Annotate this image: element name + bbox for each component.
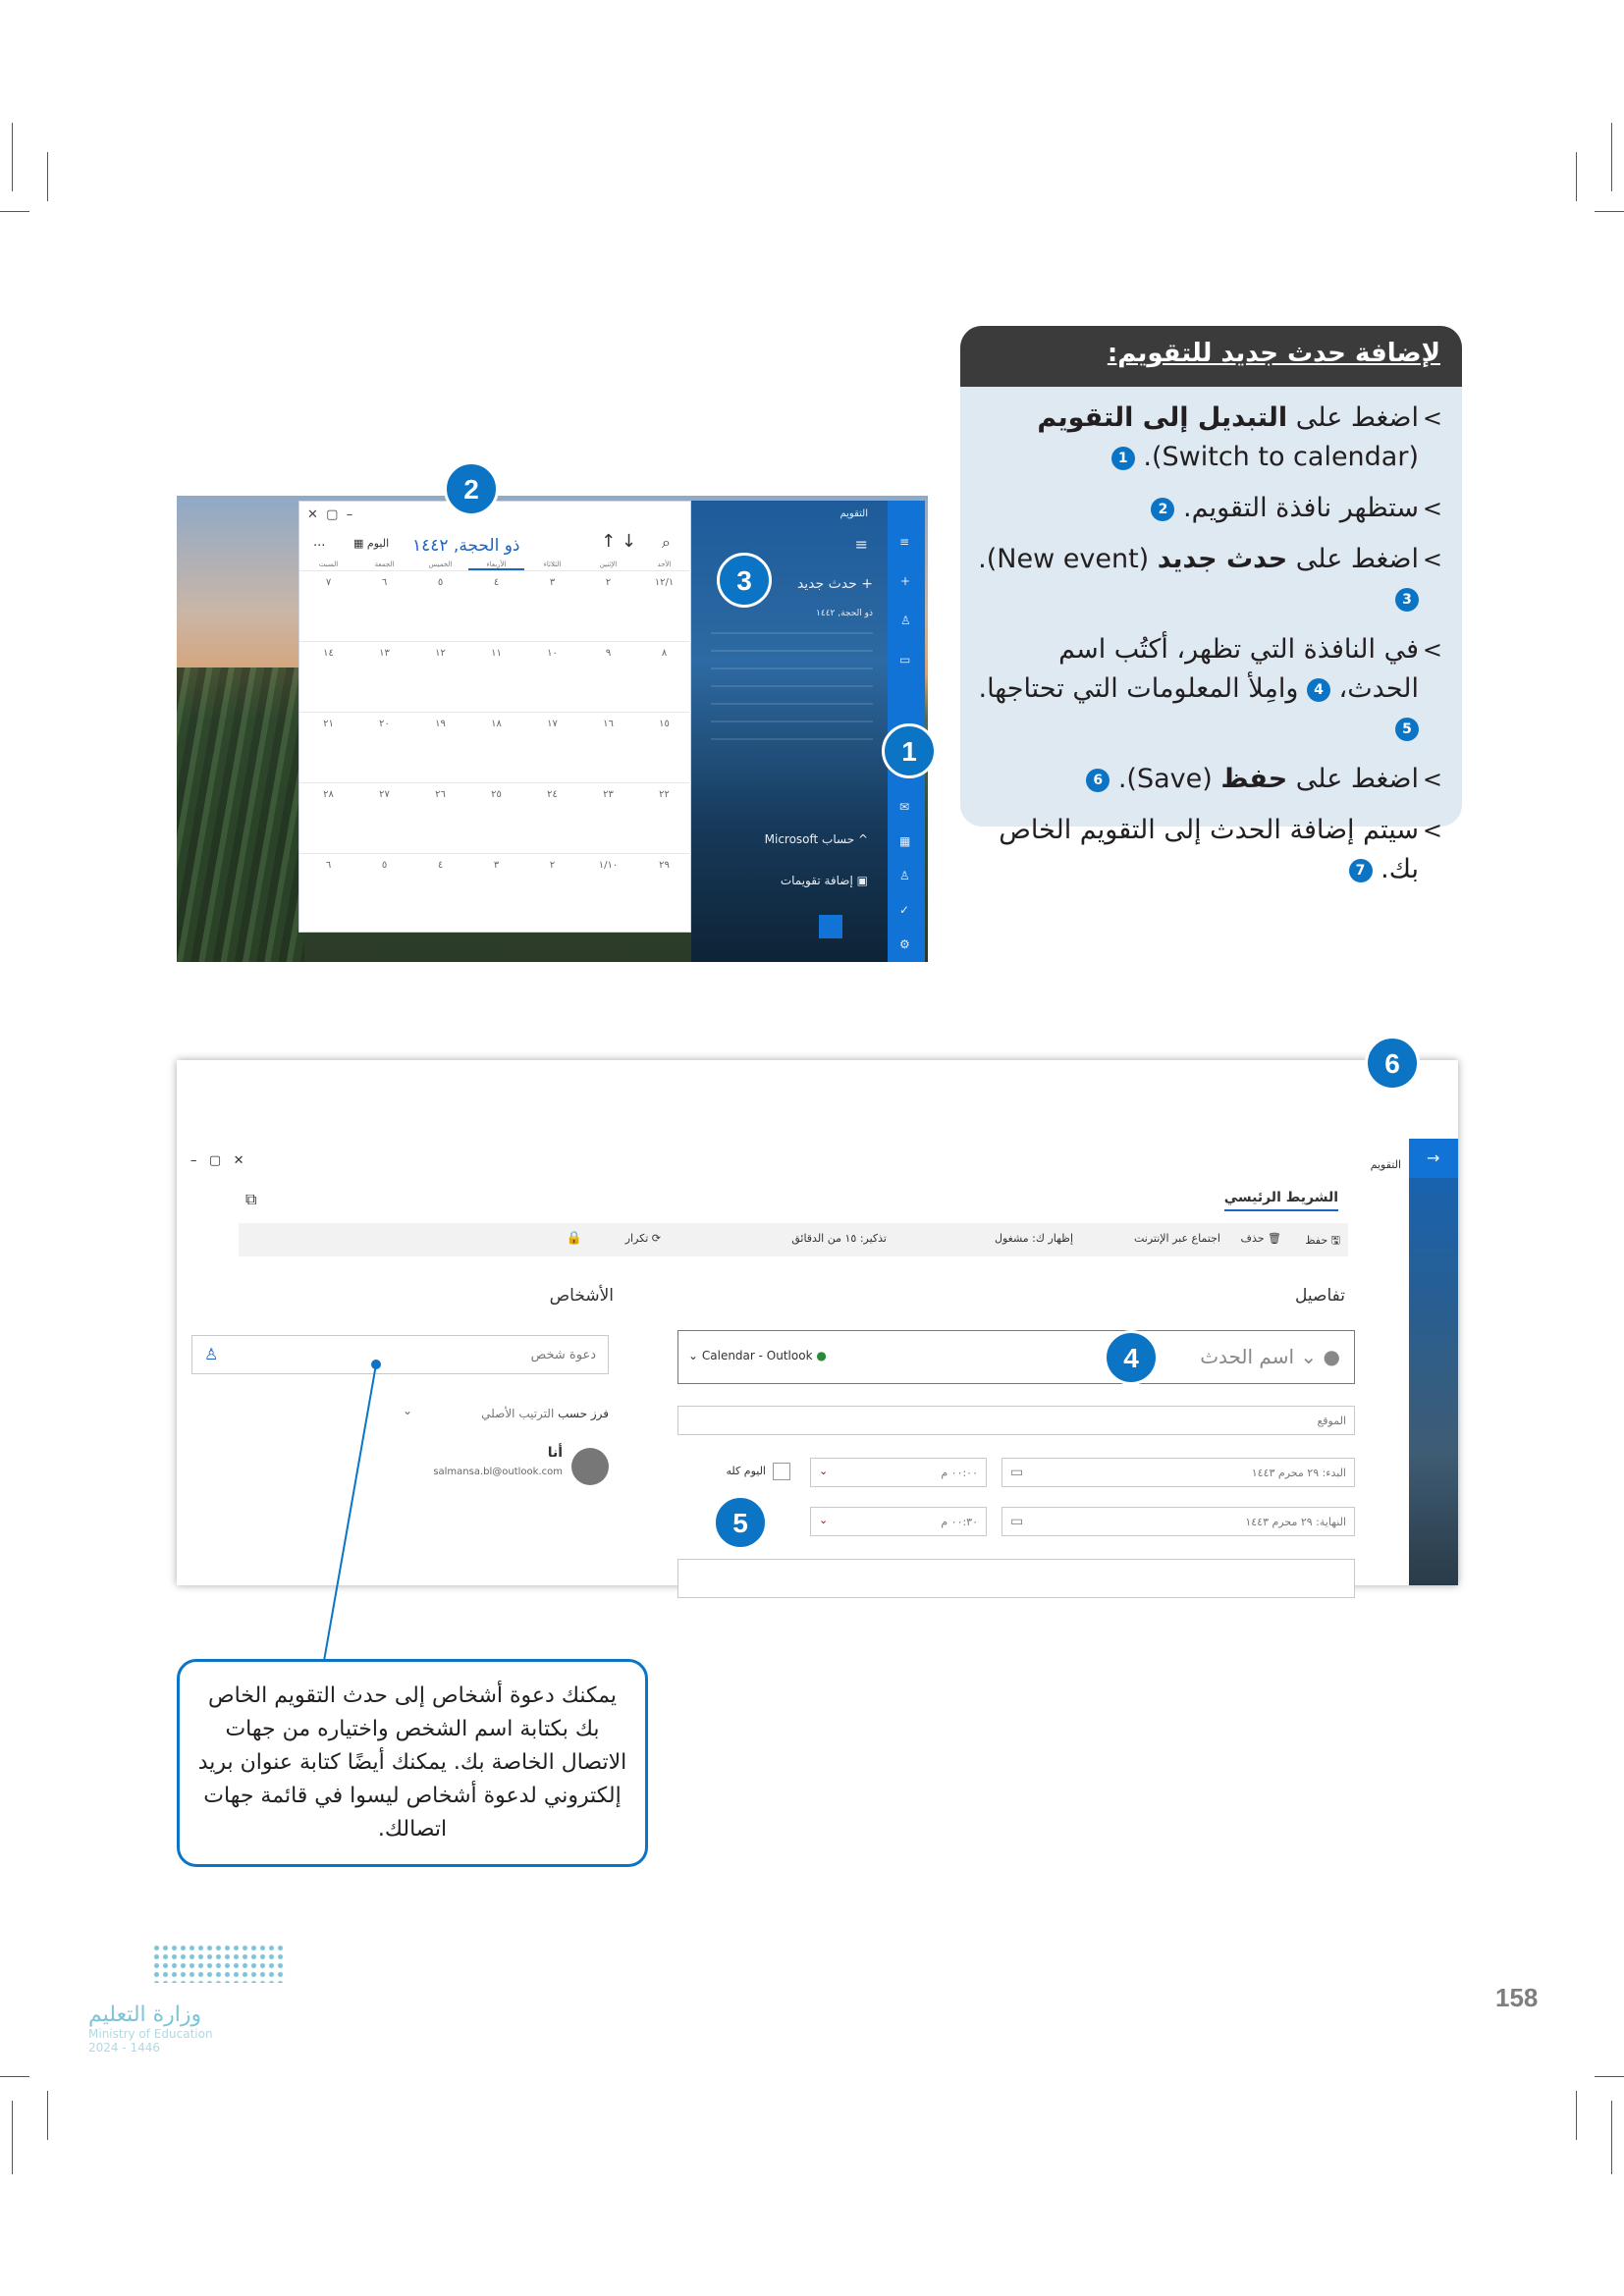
weekday-header: [299, 561, 692, 570]
event-name-input[interactable]: ● ⌄ اسم الحدث: [1200, 1345, 1340, 1368]
day-cell[interactable]: ٢٣: [603, 789, 614, 800]
instructions-panel: [960, 326, 1462, 884]
calendar-icon: ▭: [1010, 1514, 1024, 1529]
add-calendar-icon: ▣: [856, 874, 868, 887]
details-heading: تفاصيل: [1295, 1286, 1345, 1306]
ministry-logo: [88, 2002, 285, 2055]
week-row: [299, 570, 692, 641]
person-name: أنا: [547, 1445, 563, 1461]
reminder-select[interactable]: تذكير: ١٥ من الدقائق: [791, 1232, 887, 1245]
week-row: [299, 641, 692, 712]
save-button[interactable]: 🖫 حفظ: [1305, 1234, 1340, 1247]
app-title: التقويم: [839, 508, 868, 519]
mini-calendar[interactable]: [711, 618, 873, 756]
day-cell[interactable]: ٣: [549, 577, 556, 588]
navigation-arrows-icon[interactable]: ↑ ↓: [601, 531, 636, 552]
weekday-label: الأحد: [657, 561, 672, 568]
settings-icon[interactable]: ⚙: [899, 937, 910, 951]
crop-mark: [47, 152, 48, 201]
crop-mark: [47, 2091, 48, 2140]
calendar-window: [298, 501, 691, 933]
ministry-english: Ministry of Education: [88, 2027, 213, 2041]
step-number: 2: [1151, 498, 1174, 521]
day-cell[interactable]: ٧: [325, 577, 332, 588]
day-cell[interactable]: ٢٧: [379, 789, 390, 800]
callout-badge-4: 4: [1104, 1330, 1159, 1385]
end-date-input[interactable]: النهاية: ٢٩ محرم ١٤٤٣ ▭: [1001, 1507, 1355, 1536]
week-row: [299, 853, 692, 924]
page-number: 158: [1495, 1983, 1539, 2012]
calendar-icon: ▭: [1010, 1465, 1024, 1480]
crop-mark: [0, 211, 29, 212]
day-cell[interactable]: ٥: [381, 860, 388, 871]
weekday-label: الثلاثاء: [543, 561, 562, 568]
mail-icon[interactable]: ✉: [899, 800, 910, 814]
expand-icon[interactable]: ⧉: [245, 1190, 257, 1208]
app-title: التقويم: [1370, 1158, 1401, 1171]
day-cell[interactable]: ٢٩: [659, 860, 670, 871]
crop-mark: [12, 2101, 13, 2174]
chevron-down-icon: ⌄: [819, 1465, 829, 1477]
callout-badge-1: 1: [882, 723, 937, 778]
search-icon[interactable]: ⌕: [662, 533, 671, 552]
event-screenshot: [177, 1060, 1458, 1585]
callout-badge-5: 5: [713, 1495, 768, 1550]
day-cell[interactable]: ٦: [381, 577, 388, 588]
day-cell[interactable]: ١٠: [547, 648, 558, 659]
calendar-screenshot: [177, 496, 928, 962]
online-meeting-button[interactable]: اجتماع عبر الإنترنت: [1133, 1232, 1220, 1245]
add-calendars-item[interactable]: ▣ إضافة تقويمات: [780, 874, 868, 887]
instruction-step: > اضغط على حفظ (Save). 6: [974, 760, 1442, 799]
mini-month-title: ذو الحجة, ١٤٤٢: [816, 609, 873, 618]
instruction-step: > سيتم إضافة الحدث إلى التقويم الخاص بك. 7: [974, 811, 1442, 889]
day-cell[interactable]: ١٥: [659, 719, 670, 729]
calendar-icon: ▦: [353, 537, 364, 550]
menu-icon[interactable]: ≡: [854, 535, 868, 554]
today-button[interactable]: ▦ اليوم: [353, 537, 390, 550]
crop-mark: [1611, 2101, 1612, 2174]
window-controls[interactable]: ✕ ▢ –: [307, 507, 353, 522]
invite-input[interactable]: دعوة شخص ♙: [191, 1335, 609, 1374]
toolbar: [239, 1223, 1348, 1256]
step-number: 3: [1395, 588, 1419, 612]
day-cell[interactable]: ١٣: [379, 648, 390, 659]
weekday-label: الأربعاء: [468, 561, 524, 570]
instructions-heading: لإضافة حدث جديد للتقويم:: [960, 326, 1462, 387]
ministry-arabic: وزارة التعليم: [88, 2002, 202, 2027]
chevron-down-icon: ⌄: [819, 1514, 829, 1526]
instruction-step: > اضغط على التبديل إلى التقويم (Switch to calendar). 1: [974, 399, 1442, 477]
crop-mark: [1576, 152, 1577, 201]
back-arrow-icon: →: [1427, 1148, 1440, 1167]
weekday-label: الجمعة: [374, 561, 395, 568]
crop-mark: [1595, 2076, 1624, 2077]
crop-mark: [1611, 123, 1612, 191]
lock-icon[interactable]: 🔒: [566, 1231, 582, 1246]
event-window-sidebar: [1409, 1139, 1458, 1585]
day-cell[interactable]: ٩: [605, 648, 612, 659]
weekday-label: الخميس: [428, 561, 453, 568]
person-email: salmansa.bl@outlook.com: [433, 1467, 563, 1477]
week-row: [299, 712, 692, 782]
person-icon[interactable]: ♙: [900, 614, 911, 627]
calendar-switch-icon[interactable]: [819, 915, 842, 938]
notes-textarea[interactable]: [677, 1559, 1355, 1598]
month-title: ذو الحجة, ١٤٤٢: [412, 536, 520, 556]
day-cell[interactable]: ٥: [437, 577, 444, 588]
callout-badge-2: 2: [444, 461, 499, 516]
step-number: 6: [1086, 769, 1110, 792]
end-time-input[interactable]: ٠٠:٣٠ م ⌄: [810, 1507, 987, 1536]
note-box: يمكنك دعوة أشخاص إلى حدث التقويم الخاص بك بكتابة اسم الشخص واختياره من جهات الاتصال الخاصة بك. يمكنك أيضًا كتابة عنوان بريد إلكتروني لدعوة أشخاص ليسوا في قائمة جهات اتصالك.: [177, 1659, 648, 1867]
day-cell[interactable]: ١/١٠: [598, 860, 619, 871]
day-cell[interactable]: ٢٠: [379, 719, 390, 729]
month-grid: [299, 570, 692, 934]
weekday-label: الإثنين: [599, 561, 618, 568]
day-cell[interactable]: ٢٨: [323, 789, 334, 800]
person-icon: ♙: [204, 1345, 219, 1363]
day-cell[interactable]: ١٩: [435, 719, 446, 729]
weekday-label: السبت: [318, 561, 339, 568]
ministry-year: 2024 - 1446: [88, 2041, 161, 2055]
todo-icon[interactable]: ✓: [899, 903, 910, 917]
day-cell[interactable]: ١٤: [323, 648, 334, 659]
crop-mark: [12, 123, 13, 191]
ribbon-tab[interactable]: الشريط الرئيسي: [1224, 1190, 1338, 1211]
day-cell[interactable]: ٢: [605, 577, 612, 588]
folder-icon[interactable]: ▭: [899, 653, 911, 667]
step-number: 5: [1395, 718, 1419, 741]
delete-button[interactable]: 🗑 حذف: [1240, 1232, 1281, 1245]
forest-wallpaper: [177, 667, 304, 962]
step-number: 1: [1111, 447, 1135, 470]
day-cell[interactable]: ٢: [549, 860, 556, 871]
day-cell[interactable]: ٤: [493, 577, 500, 588]
day-cell[interactable]: ١٢/١: [654, 577, 675, 588]
account-item[interactable]: ^ حساب Microsoft: [764, 832, 868, 846]
callout-badge-3: 3: [717, 553, 772, 608]
new-event-button[interactable]: + حدث جديد: [796, 576, 873, 592]
day-cell[interactable]: ١٦: [603, 719, 614, 729]
event-name-row: [677, 1330, 1355, 1384]
sort-control[interactable]: فرز حسب الترتيب الأصلي: [481, 1407, 609, 1420]
back-button[interactable]: [1409, 1139, 1458, 1178]
menu-icon[interactable]: ≡: [899, 535, 910, 549]
day-cell[interactable]: ٢٢: [659, 789, 670, 800]
location-input[interactable]: الموقع: [677, 1406, 1355, 1435]
crop-mark: [1595, 211, 1624, 212]
more-button[interactable]: ...: [313, 535, 326, 550]
chevron-down-icon[interactable]: ⌄: [402, 1404, 412, 1417]
day-cell[interactable]: ١٢: [435, 648, 446, 659]
day-cell[interactable]: ١٧: [547, 719, 558, 729]
instruction-step: > في النافذة التي تظهر، أكتُب اسم الحدث، 4 وامِلأ المعلومات التي تحتاجها. 5: [974, 630, 1442, 748]
logo-dots: [152, 1944, 285, 1983]
crop-mark: [0, 2076, 29, 2077]
day-cell[interactable]: ٦: [325, 860, 332, 871]
calendar-color-dot: ●: [816, 1349, 827, 1362]
day-cell[interactable]: ٨: [661, 648, 668, 659]
instructions-list: [960, 387, 1462, 889]
week-row: [299, 782, 692, 853]
calendar-icon[interactable]: ▦: [899, 834, 911, 848]
start-date-input[interactable]: البدء: ٢٩ محرم ١٤٤٣ ▭: [1001, 1458, 1355, 1487]
calendar-select[interactable]: ⌄ Calendar - Outlook ●: [688, 1349, 827, 1362]
day-cell[interactable]: ٢٤: [547, 789, 558, 800]
day-cell[interactable]: ٤: [437, 860, 444, 871]
day-cell[interactable]: ٢١: [323, 719, 334, 729]
instruction-step: > اضغط على حدث جديد (New event). 3: [974, 540, 1442, 618]
day-cell[interactable]: ٢٥: [491, 789, 502, 800]
start-time-input[interactable]: ٠٠:٠٠ م ⌄: [810, 1458, 987, 1487]
step-number: 7: [1349, 859, 1373, 882]
instruction-step: > ستظهر نافذة التقويم. 2: [974, 489, 1442, 528]
window-controls[interactable]: ✕ ▢ –: [190, 1153, 244, 1168]
day-cell[interactable]: ٢٦: [435, 789, 446, 800]
crop-mark: [1576, 2091, 1577, 2140]
add-icon[interactable]: +: [900, 574, 911, 588]
all-day-label: اليوم كله: [726, 1465, 766, 1477]
day-cell[interactable]: ١٨: [491, 719, 502, 729]
people-icon[interactable]: ♙: [899, 869, 910, 882]
step-number: 4: [1307, 678, 1330, 702]
people-heading: الأشخاص: [549, 1286, 614, 1306]
show-as-select[interactable]: إظهار ك: مشغول: [995, 1232, 1073, 1245]
avatar: [571, 1448, 609, 1485]
callout-badge-6: 6: [1365, 1036, 1420, 1091]
all-day-checkbox[interactable]: [773, 1463, 790, 1480]
day-cell[interactable]: ١١: [491, 648, 502, 659]
day-cell[interactable]: ٣: [493, 860, 500, 871]
repeat-button[interactable]: ⟳ تكرار: [624, 1232, 661, 1245]
